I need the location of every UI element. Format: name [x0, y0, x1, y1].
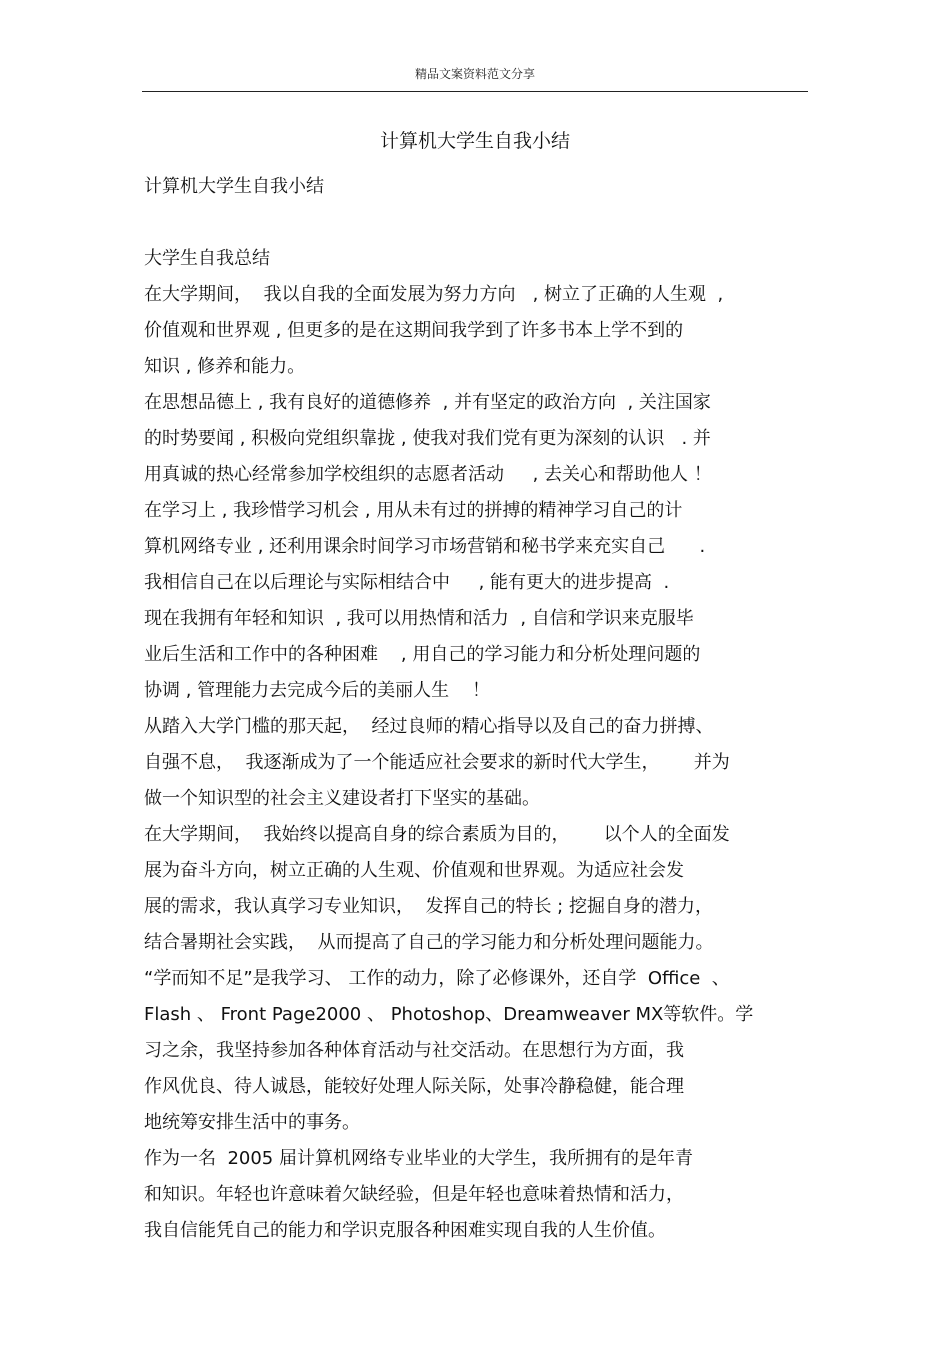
text-line: “学而知不足”是我学习、 工作的动力，除了必修课外，还自学 Office 、 [144, 968, 730, 989]
text-line: 在思想品德上 , 我有良好的道德修养 , 并有坚定的政治方向 , 关注国家 [144, 392, 711, 413]
text-line: 作风优良、待人诚恳，能较好处理人际关际，处事冷静稳健，能合理 [144, 1076, 684, 1097]
text-line: 业后生活和工作中的各种困难 , 用自己的学习能力和分析处理问题的 [144, 644, 701, 665]
document-title: 计算机大学生自我小结 [379, 130, 570, 152]
document-body [144, 173, 824, 1253]
text-line: 习之余，我坚持参加各种体育活动与社交活动。在思想行为方面，我 [144, 1040, 684, 1061]
header-text: 精品文案资料范文分享 [414, 67, 535, 81]
text-line: 结合暑期社会实践， 从而提高了自己的学习能力和分析处理问题能力。 [144, 932, 714, 953]
text-line: 的时势要闻 , 积极向党组织靠拢 , 使我对我们党有更为深刻的认识 . 并 [144, 428, 711, 449]
text-line: 价值观和世界观 , 但更多的是在这期间我学到了许多书本上学不到的 [144, 320, 684, 341]
text-line: 大学生自我总结 [144, 248, 270, 269]
text-line: 算机网络专业 , 还利用课余时间学习市场营销和秘书学来充实自己 . [144, 536, 706, 557]
text-line: 现在我拥有年轻和知识 , 我可以用热情和活力 , 自信和学识来克服毕 [144, 608, 694, 629]
text-line: 我相信自己在以后理论与实际相结合中 , 能有更大的进步提高 . [144, 572, 670, 593]
text-line: 从踏入大学门槛的那天起， 经过良师的精心指导以及自己的奋力拼搏、 [144, 716, 714, 737]
text-line: 地统筹安排生活中的事务。 [144, 1112, 360, 1133]
text-line: 和知识。年轻也许意味着欠缺经验，但是年轻也意味着热情和活力， [144, 1184, 684, 1205]
text-line: 协调 , 管理能力去完成今后的美丽人生 ！ [144, 680, 491, 701]
text-line: 用真诚的热心经常参加学校组织的志愿者活动 , 去关心和帮助他人 ！ [144, 464, 712, 485]
text-line: 在学习上 , 我珍惜学习机会 , 用从未有过的拼搏的精神学习自己的计 [144, 500, 683, 521]
text-line: 我自信能凭自己的能力和学识克服各种困难实现自我的人生价值。 [144, 1220, 666, 1241]
text-line: 知识 , 修养和能力。 [144, 356, 306, 377]
text-line: 在大学期间， 我以自我的全面发展为努力方向 , 树立了正确的人生观 , [144, 284, 724, 305]
text-line: 做一个知识型的社会主义建设者打下坚实的基础。 [144, 788, 540, 809]
header-divider [142, 91, 808, 92]
text-line: 自强不息， 我逐渐成为了一个能适应社会要求的新时代大学生， 并为 [144, 752, 730, 773]
text-line: 作为一名 2005 届计算机网络专业毕业的大学生，我所拥有的是年青 [144, 1148, 693, 1169]
text-line: 展为奋斗方向，树立正确的人生观、价值观和世界观。为适应社会发 [144, 860, 684, 881]
text-line: 展的需求，我认真学习专业知识， 发挥自己的特长 ; 挖掘自身的潜力， [144, 896, 713, 917]
document-subtitle: 计算机大学生自我小结 [144, 176, 324, 197]
blank-line [144, 209, 824, 245]
text-line: 在大学期间， 我始终以提高自身的综合素质为目的， 以个人的全面发 [144, 824, 730, 845]
text-line: Flash 、 Front Page2000 、 Photoshop、Dreamweaver MX等软件。学 [144, 1004, 754, 1025]
